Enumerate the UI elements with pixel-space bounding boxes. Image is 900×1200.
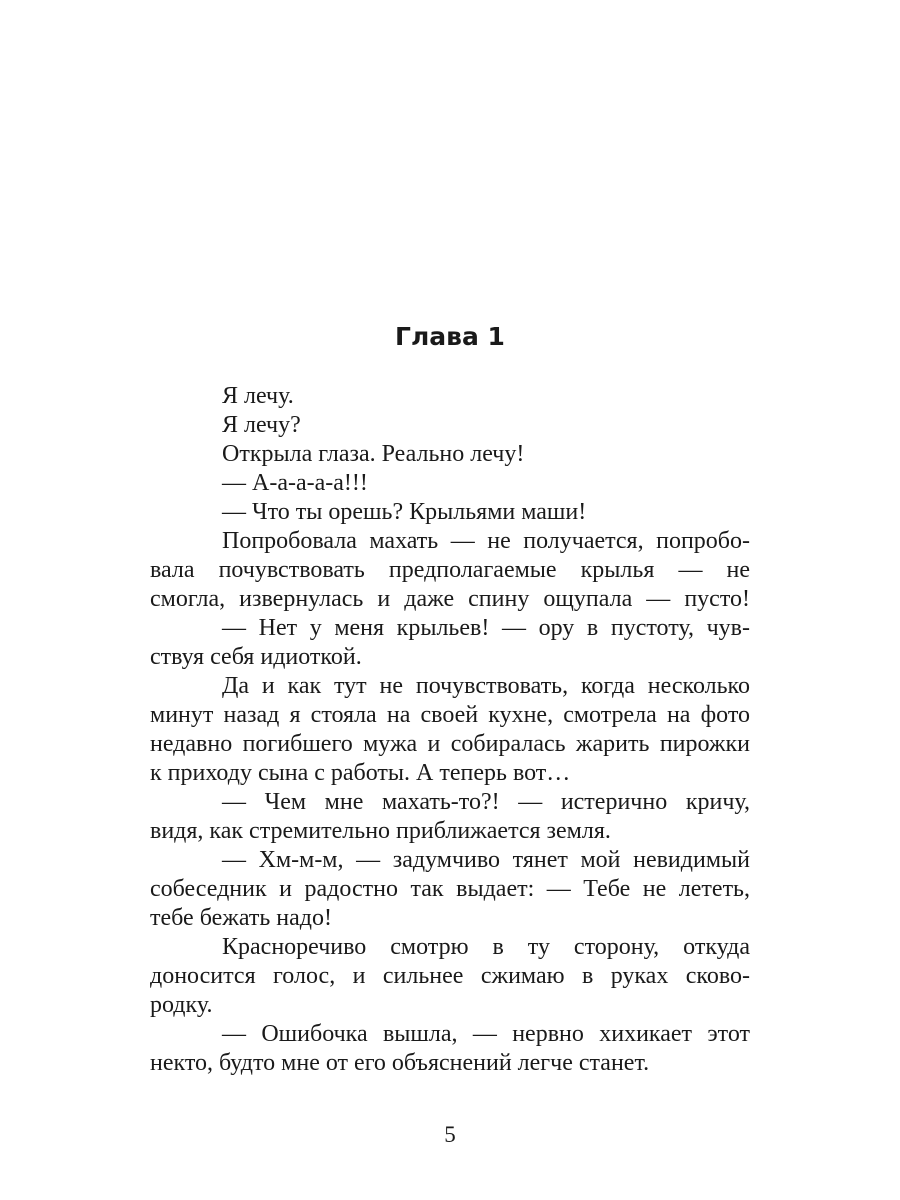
text-line: тебе бежать надо! [150, 905, 332, 931]
text-line: — Хм-м-м, — задумчиво тянет мой невидимый [222, 847, 750, 873]
page-number: 5 [444, 1122, 456, 1147]
text-line: — Ошибочка вышла, — нервно хихикает этот [222, 1021, 750, 1047]
text-line: — Нет у меня крыльев! — ору в пустоту, чув- [222, 615, 750, 641]
text-line: вала почувствовать предполагаемые крылья — не [150, 557, 750, 583]
text-line: ствуя себя идиоткой. [150, 644, 362, 670]
text-line: — А-а-а-а-а!!! [222, 470, 368, 496]
text-line: Красноречиво смотрю в ту сторону, откуда [222, 934, 750, 960]
text-line: родку. [150, 992, 213, 1018]
text-line: Открыла глаза. Реально лечу! [222, 441, 525, 467]
text-line: Попробовала махать — не получается, попробо- [222, 528, 750, 554]
text-line: доносится голос, и сильнее сжимаю в руках сково- [150, 963, 750, 989]
text-line: минут назад я стояла на своей кухне, смотрела на фото [150, 702, 750, 728]
chapter-text [150, 382, 750, 1078]
text-line: видя, как стремительно приближается земля. [150, 818, 611, 844]
text-line: — Что ты орешь? Крыльями маши! [222, 499, 587, 525]
text-line: собеседник и радостно так выдает: — Тебе не лететь, [150, 876, 750, 902]
text-line: некто, будто мне от его объяснений легче станет. [150, 1050, 650, 1076]
text-line: недавно погибшего мужа и собиралась жарить пирожки [150, 731, 750, 757]
text-line: Я лечу. [222, 383, 294, 409]
chapter-title: Глава 1 [395, 322, 505, 351]
text-line: к приходу сына с работы. А теперь вот… [150, 760, 571, 786]
text-line: Да и как тут не почувствовать, когда несколько [222, 673, 750, 699]
text-line: — Чем мне махать-то?! — истерично кричу, [222, 789, 750, 815]
text-line: Я лечу? [222, 412, 301, 438]
text-line: смогла, извернулась и даже спину ощупала — пусто! [150, 586, 750, 612]
